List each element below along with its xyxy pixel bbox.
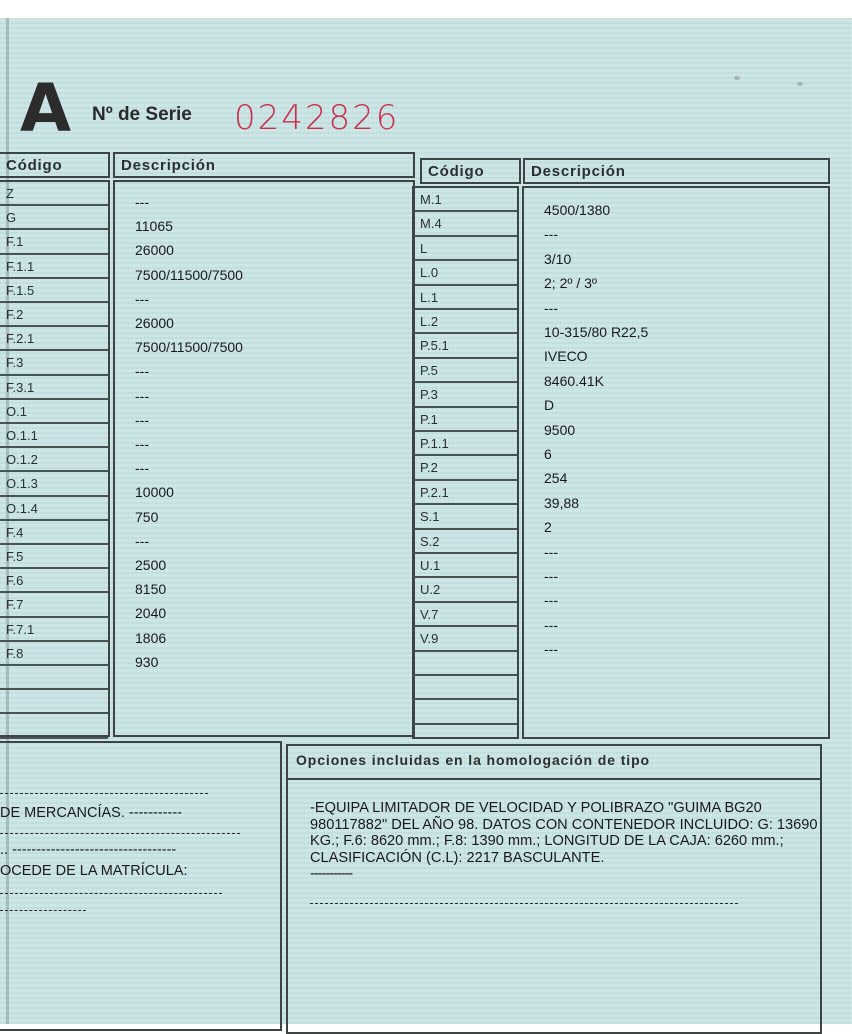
right-desc-column [522,186,830,739]
code-cell: L.1 [414,286,517,310]
code-cell: L [414,237,517,261]
code-cell [414,700,517,724]
desc-value: 39,88 [544,494,580,511]
code-cell: O.1.4 [0,497,108,521]
code-cell: F.1.5 [0,279,108,303]
serial-number: 0242826 [234,98,400,138]
desc-value: --- [544,592,558,609]
desc-value: --- [135,290,149,307]
desc-value: --- [544,299,558,316]
code-cell: F.8 [0,642,108,666]
dash-line [0,793,208,794]
options-box [286,744,822,1034]
code-cell: F.3.1 [0,376,108,400]
code-cell: M.1 [414,188,517,212]
desc-value: --- [135,387,149,404]
code-cell [414,652,517,676]
code-cell [0,714,108,738]
paper-mark [797,82,803,86]
code-cell: Z [0,182,108,206]
desc-value: D [544,397,555,414]
right-code-column [412,186,519,739]
desc-value: 1806 [135,629,167,646]
options-title: Opciones incluidas en la homologación de tipo [296,752,650,768]
code-cell: F.6 [0,569,108,593]
desc-value: 7500/11500/7500 [135,339,243,356]
paper-mark [734,76,740,80]
dash-line [0,910,86,911]
options-trailing-dashes: ----------- [310,866,353,882]
code-cell: P.2 [414,456,517,480]
left-code-header: Código [0,152,110,178]
code-cell [0,690,108,714]
code-cell: F.2 [0,303,108,327]
code-cell: F.7.1 [0,618,108,642]
code-cell: L.0 [414,261,517,285]
code-cell: F.2.1 [0,327,108,351]
desc-value: 930 [135,653,159,670]
code-cell: O.1.3 [0,472,108,496]
bottom-left-line2: .. ---------------------------------- [0,842,177,858]
code-cell: U.1 [414,554,517,578]
desc-value: 10-315/80 R22,5 [544,324,649,340]
desc-value: --- [544,543,558,560]
code-cell: O.1 [0,400,108,424]
desc-value: 26000 [135,242,174,259]
code-cell: F.3 [0,351,108,375]
code-cell: V.7 [414,603,517,627]
desc-value: 8150 [135,581,167,598]
code-cell: G [0,206,108,230]
bottom-left-line3: OCEDE DE LA MATRÍCULA: [0,863,188,879]
code-cell: P.5 [414,359,517,383]
desc-value: --- [544,568,558,584]
code-cell: F.5 [0,545,108,569]
bottom-left-box [0,741,282,1031]
code-cell: M.4 [414,212,517,236]
right-desc-header: Descripción [523,158,830,184]
right-code-header: Código [420,158,521,184]
dash-line [310,903,738,904]
bottom-left-line1: DE MERCANCÍAS. ----------- [0,805,183,821]
desc-value: --- [544,616,558,633]
code-cell: L.2 [414,310,517,334]
code-cell: F.1.1 [0,255,108,279]
dash-line [0,833,240,834]
code-cell: S.1 [414,505,517,529]
desc-value: --- [544,226,558,243]
left-desc-header: Descripción [113,152,415,178]
code-cell: P.2.1 [414,481,517,505]
code-cell: O.1.2 [0,448,108,472]
desc-value: 8460.41K [544,372,604,389]
desc-value: --- [135,411,149,428]
desc-value: 7500/11500/7500 [135,266,243,283]
code-cell: P.1 [414,408,517,432]
code-cell: S.2 [414,530,517,554]
code-cell: V.9 [414,627,517,651]
desc-value: 6 [544,446,552,462]
serial-label: Nº de Serie [92,104,192,125]
desc-value: 11065 [135,218,173,235]
desc-value: --- [135,460,149,477]
desc-value: --- [135,532,149,549]
left-code-column [0,180,110,737]
desc-value: 3/10 [544,250,572,267]
desc-value: 4500/1380 [544,202,611,218]
code-cell: F.7 [0,593,108,617]
desc-value: --- [135,194,149,210]
dash-line [0,893,222,894]
desc-value: 2 [544,519,552,536]
code-cell: O.1.1 [0,424,108,448]
code-cell: U.2 [414,578,517,602]
desc-value: --- [544,641,558,658]
desc-value: 2040 [135,605,167,622]
desc-value: 10000 [135,484,174,501]
code-cell: P.3 [414,383,517,407]
desc-value: 9500 [544,421,576,438]
code-cell [0,666,108,690]
desc-value: IVECO [544,348,588,365]
desc-value: 2; 2º / 3º [544,275,598,292]
code-cell: F.4 [0,521,108,545]
desc-value: 254 [544,470,568,487]
options-text: -EQUIPA LIMITADOR DE VELOCIDAD Y POLIBRAZO "GUIMA BG20 980117882" DEL AÑO 98. DATOS CON CONTENEDOR INCLUIDO: G: 13690 KG.; F.6: 8620 mm.; F.8: 1390 mm.; LONGITUD DE LA CAJA: 6260 mm.; CLASIFICACIÓN (C.L): 2217 BASCULANTE. [310,800,818,866]
left-desc-column [113,180,415,737]
desc-value: 26000 [135,315,174,331]
desc-value: --- [135,363,149,380]
code-cell: P.5.1 [414,334,517,358]
desc-value: --- [135,436,149,452]
desc-value: 750 [135,508,159,525]
code-cell: P.1.1 [414,432,517,456]
code-cell: F.1 [0,230,108,254]
desc-value: 2500 [135,557,167,573]
code-cell [414,676,517,700]
document-letter: A [20,70,72,147]
